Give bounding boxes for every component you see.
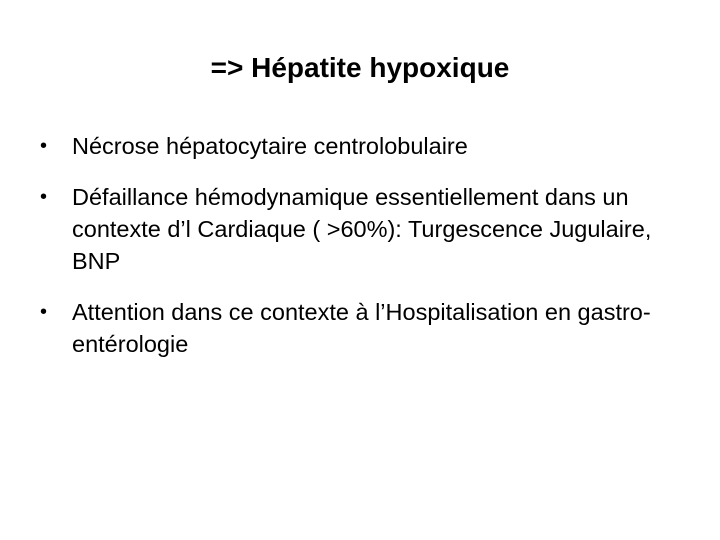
bullet-dot-icon: •: [40, 135, 48, 157]
bullet-dot-icon: •: [40, 186, 48, 208]
bullet-item: [40, 130, 690, 162]
bullet-item: [40, 296, 690, 360]
bullet-item: [40, 181, 690, 277]
slide-title: => Hépatite hypoxique: [210, 52, 510, 83]
bullet-text: Attention dans ce contexte à l’Hospitalisation en gastro-entérologie: [72, 299, 651, 357]
bullet-text: Défaillance hémodynamique essentiellement dans un contexte d’l Cardiaque ( >60%): Turgescence Jugulaire, BNP: [72, 184, 652, 274]
bullet-dot-icon: •: [40, 301, 48, 323]
bullet-text: Nécrose hépatocytaire centrolobulaire: [72, 133, 468, 159]
bullet-list: [40, 130, 690, 360]
